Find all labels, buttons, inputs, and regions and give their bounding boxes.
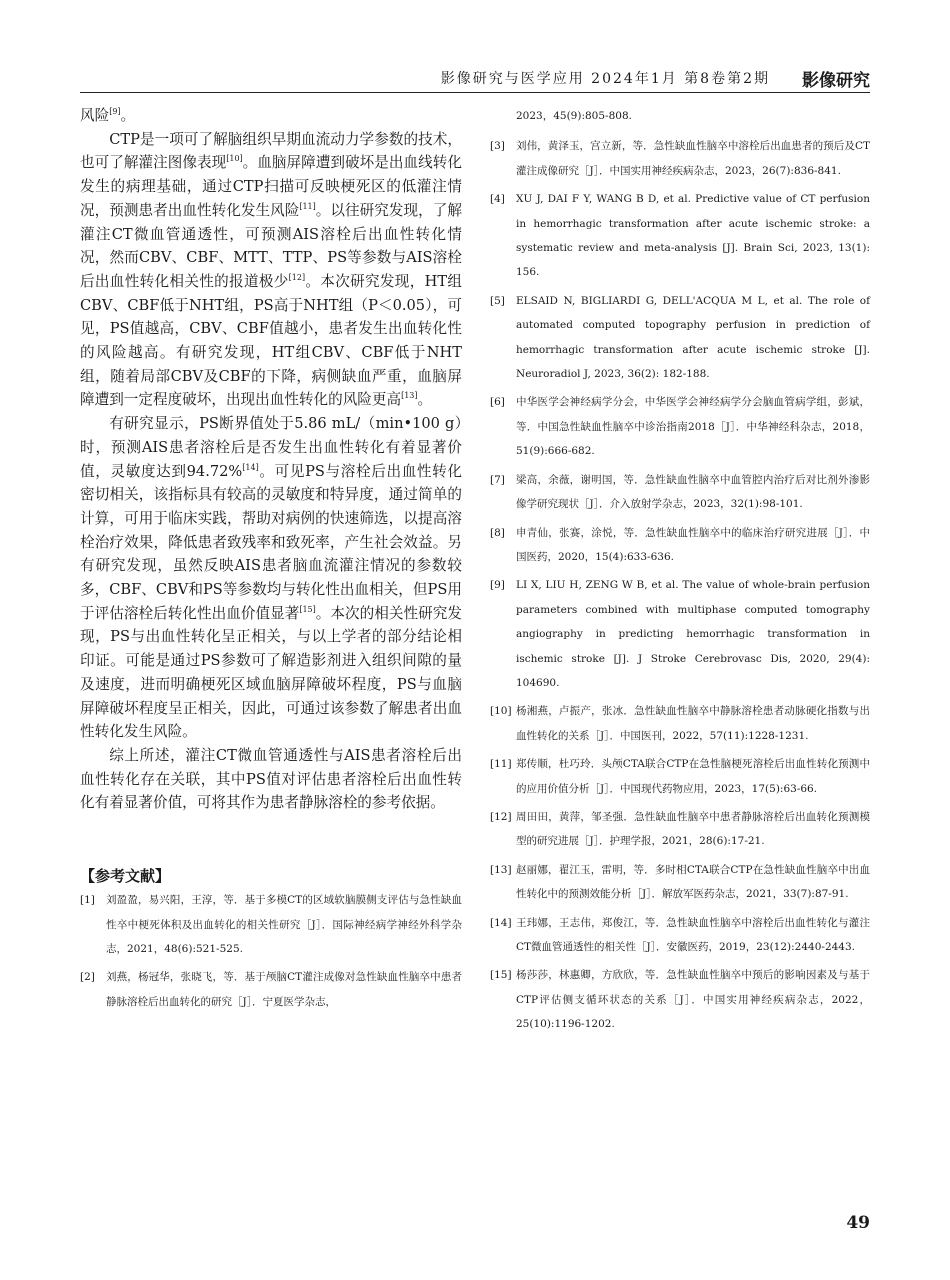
citation: [10] bbox=[226, 154, 243, 164]
reference-number: [3] bbox=[490, 140, 505, 153]
reference-item bbox=[80, 888, 462, 961]
reference-text: 郑传顺，杜巧玲．头颅CTA联合CTP在急性脑梗死溶栓后出血性转化预测中的应用价值分析［J］．中国现代药物应用，2023，17(5):63-66. bbox=[516, 758, 870, 795]
reference-text: 赵丽娜，翟江玉，雷明，等．多时相CTA联合CTP在急性缺血性脑卒中出血性转化中的预测效能分析［J］．解放军医药杂志，2021，33(7):87-91. bbox=[516, 863, 870, 901]
reference-number: [7] bbox=[490, 473, 505, 486]
page-number: 49 bbox=[846, 1213, 870, 1233]
reference-text: LI X, LIU H, ZENG W B, et al. The value of whole-brain perfusion parameters combined with multiphase computed tomography angiography in predicting hemorrhagic transformation in ischemic stroke [J]. J Stroke Cerebrovasc Dis, 2020, 29(4): 104690. bbox=[516, 579, 870, 689]
paragraph-1 bbox=[80, 104, 462, 128]
reference-list bbox=[80, 888, 462, 1014]
citation: [12] bbox=[288, 272, 306, 282]
reference-item bbox=[490, 521, 870, 570]
reference-number: [15] bbox=[490, 969, 512, 982]
reference-item bbox=[490, 963, 870, 1036]
reference-number: [14] bbox=[490, 916, 512, 929]
reference-number: [2] bbox=[80, 971, 95, 984]
reference-text: 刘盈盈，易兴阳，王淳，等．基于多模CT的区域软脑膜侧支评估与急性缺血性卒中梗死体积及出血转化的相关性研究［J］．国际神经病学神经外科学杂志，2021，48(6):521-525. bbox=[106, 894, 462, 955]
reference-number: [5] bbox=[490, 294, 505, 307]
right-column bbox=[490, 104, 870, 1041]
reference-item bbox=[490, 699, 870, 748]
citation: [11] bbox=[299, 201, 316, 211]
journal-info: 影像研究与医学应用 2024年1月 第8卷第2期 bbox=[440, 71, 770, 87]
reference-item bbox=[490, 752, 870, 801]
reference-text: ELSAID N, BIGLIARDI G, DELL'ACQUA M L, et al. The role of automated computed topography perfusion in prediction of hemorrhagic transformation after acute ischemic stroke [J]. Neuroradiol J, 2023, 36(2): 182-188. bbox=[516, 294, 870, 381]
text-segment: 有研究显示，PS断界值处于5.86 mL/（min•100 g）时，预测AIS患者溶栓后是否发生出血性转化有着显著价值，灵敏度达到94.72% bbox=[80, 415, 462, 480]
header-rule bbox=[80, 92, 870, 93]
reference-text: 中华医学会神经病学分会，中华医学会神经病学分会脑血管病学组，彭斌，等．中国急性缺血性脑卒中诊治指南2018［J］．中华神经科杂志，2018，51(9):666-682. bbox=[516, 396, 870, 458]
text-segment: 。本次研究发现，HT组CBV、CBF低于NHT组，PS高于NHT组（P＜0.05），可见，PS值越高，CBV、CBF值越小，患者发生出血转化性的风险越高。有研究发现，HT组CBV、CBF低于NHT组，随着局部CBV及CBF的下降，病侧缺血严重，血脑屏障遭到一定程度破坏，出现出血性转化的风险更高 bbox=[80, 272, 462, 409]
reference-text: 杨湘燕，卢振产，张冰．急性缺血性脑卒中静脉溶栓患者动脉硬化指数与出血性转化的关系［J］．中国医刊，2022，57(11):1228-1231. bbox=[516, 705, 870, 742]
text-segment: 。本次的相关性研究发现，PS与出血性转化呈正相关，与以上学者的部分结论相印证。可能是通过PS参数可了解造影剂进入组织间隙的量及速度，进而明确梗死区域血脑屏障破坏程度，PS与血脑屏障破坏程度呈正相关，因此，可通过该参数了解患者出血性转化发生风险。 bbox=[80, 604, 462, 741]
reference-number: [12] bbox=[490, 810, 512, 823]
reference-number: [11] bbox=[490, 758, 512, 771]
reference-item bbox=[490, 390, 870, 463]
reference-number: [13] bbox=[490, 863, 512, 876]
reference-item bbox=[490, 573, 870, 695]
paragraph-4: 综上所述，灌注CT微血管通透性与AIS患者溶栓后出血性转化存在关联，其中PS值对评估患者溶栓后出血性转化有着显著价值，可将其作为患者静脉溶栓的参考依据。 bbox=[80, 746, 462, 812]
reference-item bbox=[490, 805, 870, 854]
paragraph-3 bbox=[80, 412, 462, 744]
reference-item bbox=[490, 187, 870, 285]
text-segment: 。 bbox=[417, 391, 433, 409]
reference-number: [8] bbox=[490, 526, 505, 539]
text-segment: CTP是一项可了解脑组织早期血流动力学参数的技术，也可了解灌注图像表现 bbox=[80, 130, 462, 172]
reference-text: 王玮娜，王志伟，郑俊江，等．急性缺血性脑卒中溶栓后出血性转化与灌注CT微血管通透性的相关性［J］．安徽医药，2019，23(12):2440-2443. bbox=[516, 916, 870, 953]
reference-continuation bbox=[490, 104, 870, 128]
reference-text: 2023，45(9):805-808. bbox=[516, 110, 632, 122]
reference-number: [10] bbox=[490, 705, 512, 718]
text-segment: 。可见PS与溶栓后出血性转化密切相关，该指标具有较高的灵敏度和特异度，通过简单的计算，可用于临床实践，帮助对病例的快速筛选，以提高溶栓治疗效果，降低患者致残率和致死率，产生社会效益。另有研究发现，虽然反映AIS患者脑血流灌注情况的参数较多，CBF、CBV和PS等参数均与转化性出血相关，但PS用于评估溶栓后转化性出血价值显著 bbox=[80, 462, 462, 622]
left-column bbox=[80, 104, 462, 1018]
reference-number: [6] bbox=[490, 396, 505, 409]
reference-text: 周田田，黄萍，邹圣强．急性缺血性脑卒中患者静脉溶栓后出血转化预测模型的研究进展［J］．护理学报，2021，28(6):17-21. bbox=[516, 810, 870, 848]
text-segment: 风险 bbox=[80, 107, 110, 124]
reference-text: XU J, DAI F Y, WANG B D, et al. Predictive value of CT perfusion in hemorrhagic transformation after acute ischemic stroke: a systematic review and meta-analysis [J]. Brain Sci, 2023, 13(1): 156. bbox=[516, 193, 870, 279]
text-segment: 。血脑屏障遭到破坏是出血线转化发生的病理基础，通过CTP扫描可反映梗死区的低灌注情况，预测患者出血性转化发生风险 bbox=[80, 154, 462, 219]
reference-item bbox=[80, 965, 462, 1014]
reference-number: [1] bbox=[80, 894, 95, 907]
citation: [9] bbox=[109, 107, 121, 116]
page-header bbox=[80, 66, 870, 94]
body-text bbox=[80, 104, 462, 815]
reference-item bbox=[490, 911, 870, 960]
reference-item bbox=[490, 289, 870, 387]
citation: [15] bbox=[299, 604, 316, 614]
reference-text: 梁高，余薇，谢明国，等．急性缺血性脑卒中血管腔内治疗后对比剂外渗影像学研究现状［J］．介入放射学杂志，2023，32(1):98-101. bbox=[516, 473, 870, 511]
references-heading: 【参考文献】 bbox=[80, 867, 171, 886]
text-segment: 。 bbox=[120, 107, 136, 124]
reference-text: 刘伟，黄泽玉，宫立新，等．急性缺血性脑卒中溶栓后出血患者的预后及CT灌注成像研究［J］．中国实用神经疾病杂志，2023，26(7):836-841. bbox=[516, 140, 870, 177]
journal-brand: 影像研究 bbox=[802, 71, 870, 91]
reference-number: [4] bbox=[490, 193, 505, 206]
citation: [13] bbox=[401, 391, 418, 401]
reference-text: 刘燕，杨冠华，张晓飞，等．基于颅脑CT灌注成像对急性缺血性脑卒中患者静脉溶栓后出血转化的研究［J］．宁夏医学杂志， bbox=[106, 971, 462, 1008]
reference-item bbox=[490, 858, 870, 907]
paragraph-2 bbox=[80, 128, 462, 412]
reference-item bbox=[490, 468, 870, 517]
reference-text: 杨莎莎，林惠卿，方欣欣，等．急性缺血性脑卒中预后的影响因素及与基于CTP评估侧支循环状态的关系［J］．中国实用神经疾病杂志，2022，25(10):1196-1202. bbox=[516, 969, 870, 1031]
reference-item bbox=[490, 134, 870, 183]
text-segment: 。以往研究发现，了解灌注CT微血管通透性，可预测AIS溶栓后出血性转化情况，然而CBV、CBF、MTT、TTP、PS等参数与AIS溶栓后出血性转化相关性的报道极少 bbox=[80, 201, 462, 290]
citation: [14] bbox=[242, 462, 259, 472]
reference-number: [9] bbox=[490, 579, 505, 592]
reference-text: 申青仙，张赛，涂悦，等．急性缺血性脑卒中的临床治疗研究进展［J］．中国医药，2020，15(4):633-636. bbox=[516, 526, 870, 563]
